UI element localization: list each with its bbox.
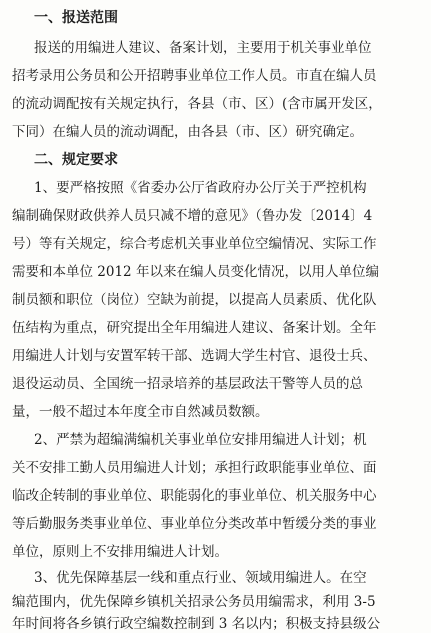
paragraph-line: 3、优先保障基层一线和重点行业、领域用编进人。在空 <box>34 570 367 586</box>
paragraph-line: 2、严禁为超编满编机关事业单位安排用编进人计划；机 <box>34 432 367 448</box>
paragraph-line: 量，一般不超过本年度全市自然减员数额。 <box>12 404 269 420</box>
paragraph-line: 年时间将各乡镇行政空编数控制到 3 名以内；积极支持县级公 <box>12 616 381 632</box>
paragraph-line: 需要和本单位 2012 年以来在编人员变化情况，以用人单位编 <box>12 264 379 280</box>
paragraph-line: 编范围内，优先保障乡镇机关招录公务员用编需求，利用 3-5 <box>12 594 376 610</box>
paragraph-line: 制员额和职位（岗位）空缺为前提，以提高人员素质、优化队 <box>12 292 377 308</box>
paragraph-line: 关不安排工勤人员用编进人计划；承担行政职能事业单位、面 <box>12 460 377 476</box>
paragraph-line: 伍结构为重点，研究提出全年用编进人建议、备案计划。全年 <box>12 320 377 336</box>
paragraph-line: 退役运动员、全国统一招录培养的基层政法干警等人员的总 <box>12 376 363 392</box>
paragraph-line: 用编进人计划与安置军转干部、选调大学生村官、退役士兵、 <box>12 348 377 364</box>
paragraph-line: 单位，原则上不安排用编进人计划。 <box>12 544 228 560</box>
paragraph-line: 等后勤服务类事业单位、事业单位分类改革中暂缓分类的事业 <box>12 516 377 532</box>
section-heading-requirements: 二、规定要求 <box>34 152 118 168</box>
paragraph-line: 下同）在编人员的流动调配，由各县（市、区）研究确定。 <box>12 124 363 140</box>
paragraph-line: 临改企转制的事业单位、职能弱化的事业单位、机关服务中心 <box>12 488 377 504</box>
paragraph-line: 招考录用公务员和公开招聘事业单位工作人员。市直在编人员 <box>12 68 377 84</box>
paragraph-line: 报送的用编进人建议、备案计划，主要用于机关事业单位 <box>34 40 372 56</box>
section-heading-scope: 一、报送范围 <box>34 10 118 26</box>
paragraph-line: 编制确保财政供养人员只减不增的意见》（鲁办发〔2014〕4 <box>12 208 373 224</box>
paragraph-line: 号）等有关规定，综合考虑机关事业单位空编情况、实际工作 <box>12 236 377 252</box>
paragraph-line: 1、要严格按照《省委办公厅省政府办公厅关于严控机构 <box>34 180 367 196</box>
paragraph-line: 的流动调配按有关规定执行，各县（市、区）(含市属开发区， <box>12 96 382 112</box>
